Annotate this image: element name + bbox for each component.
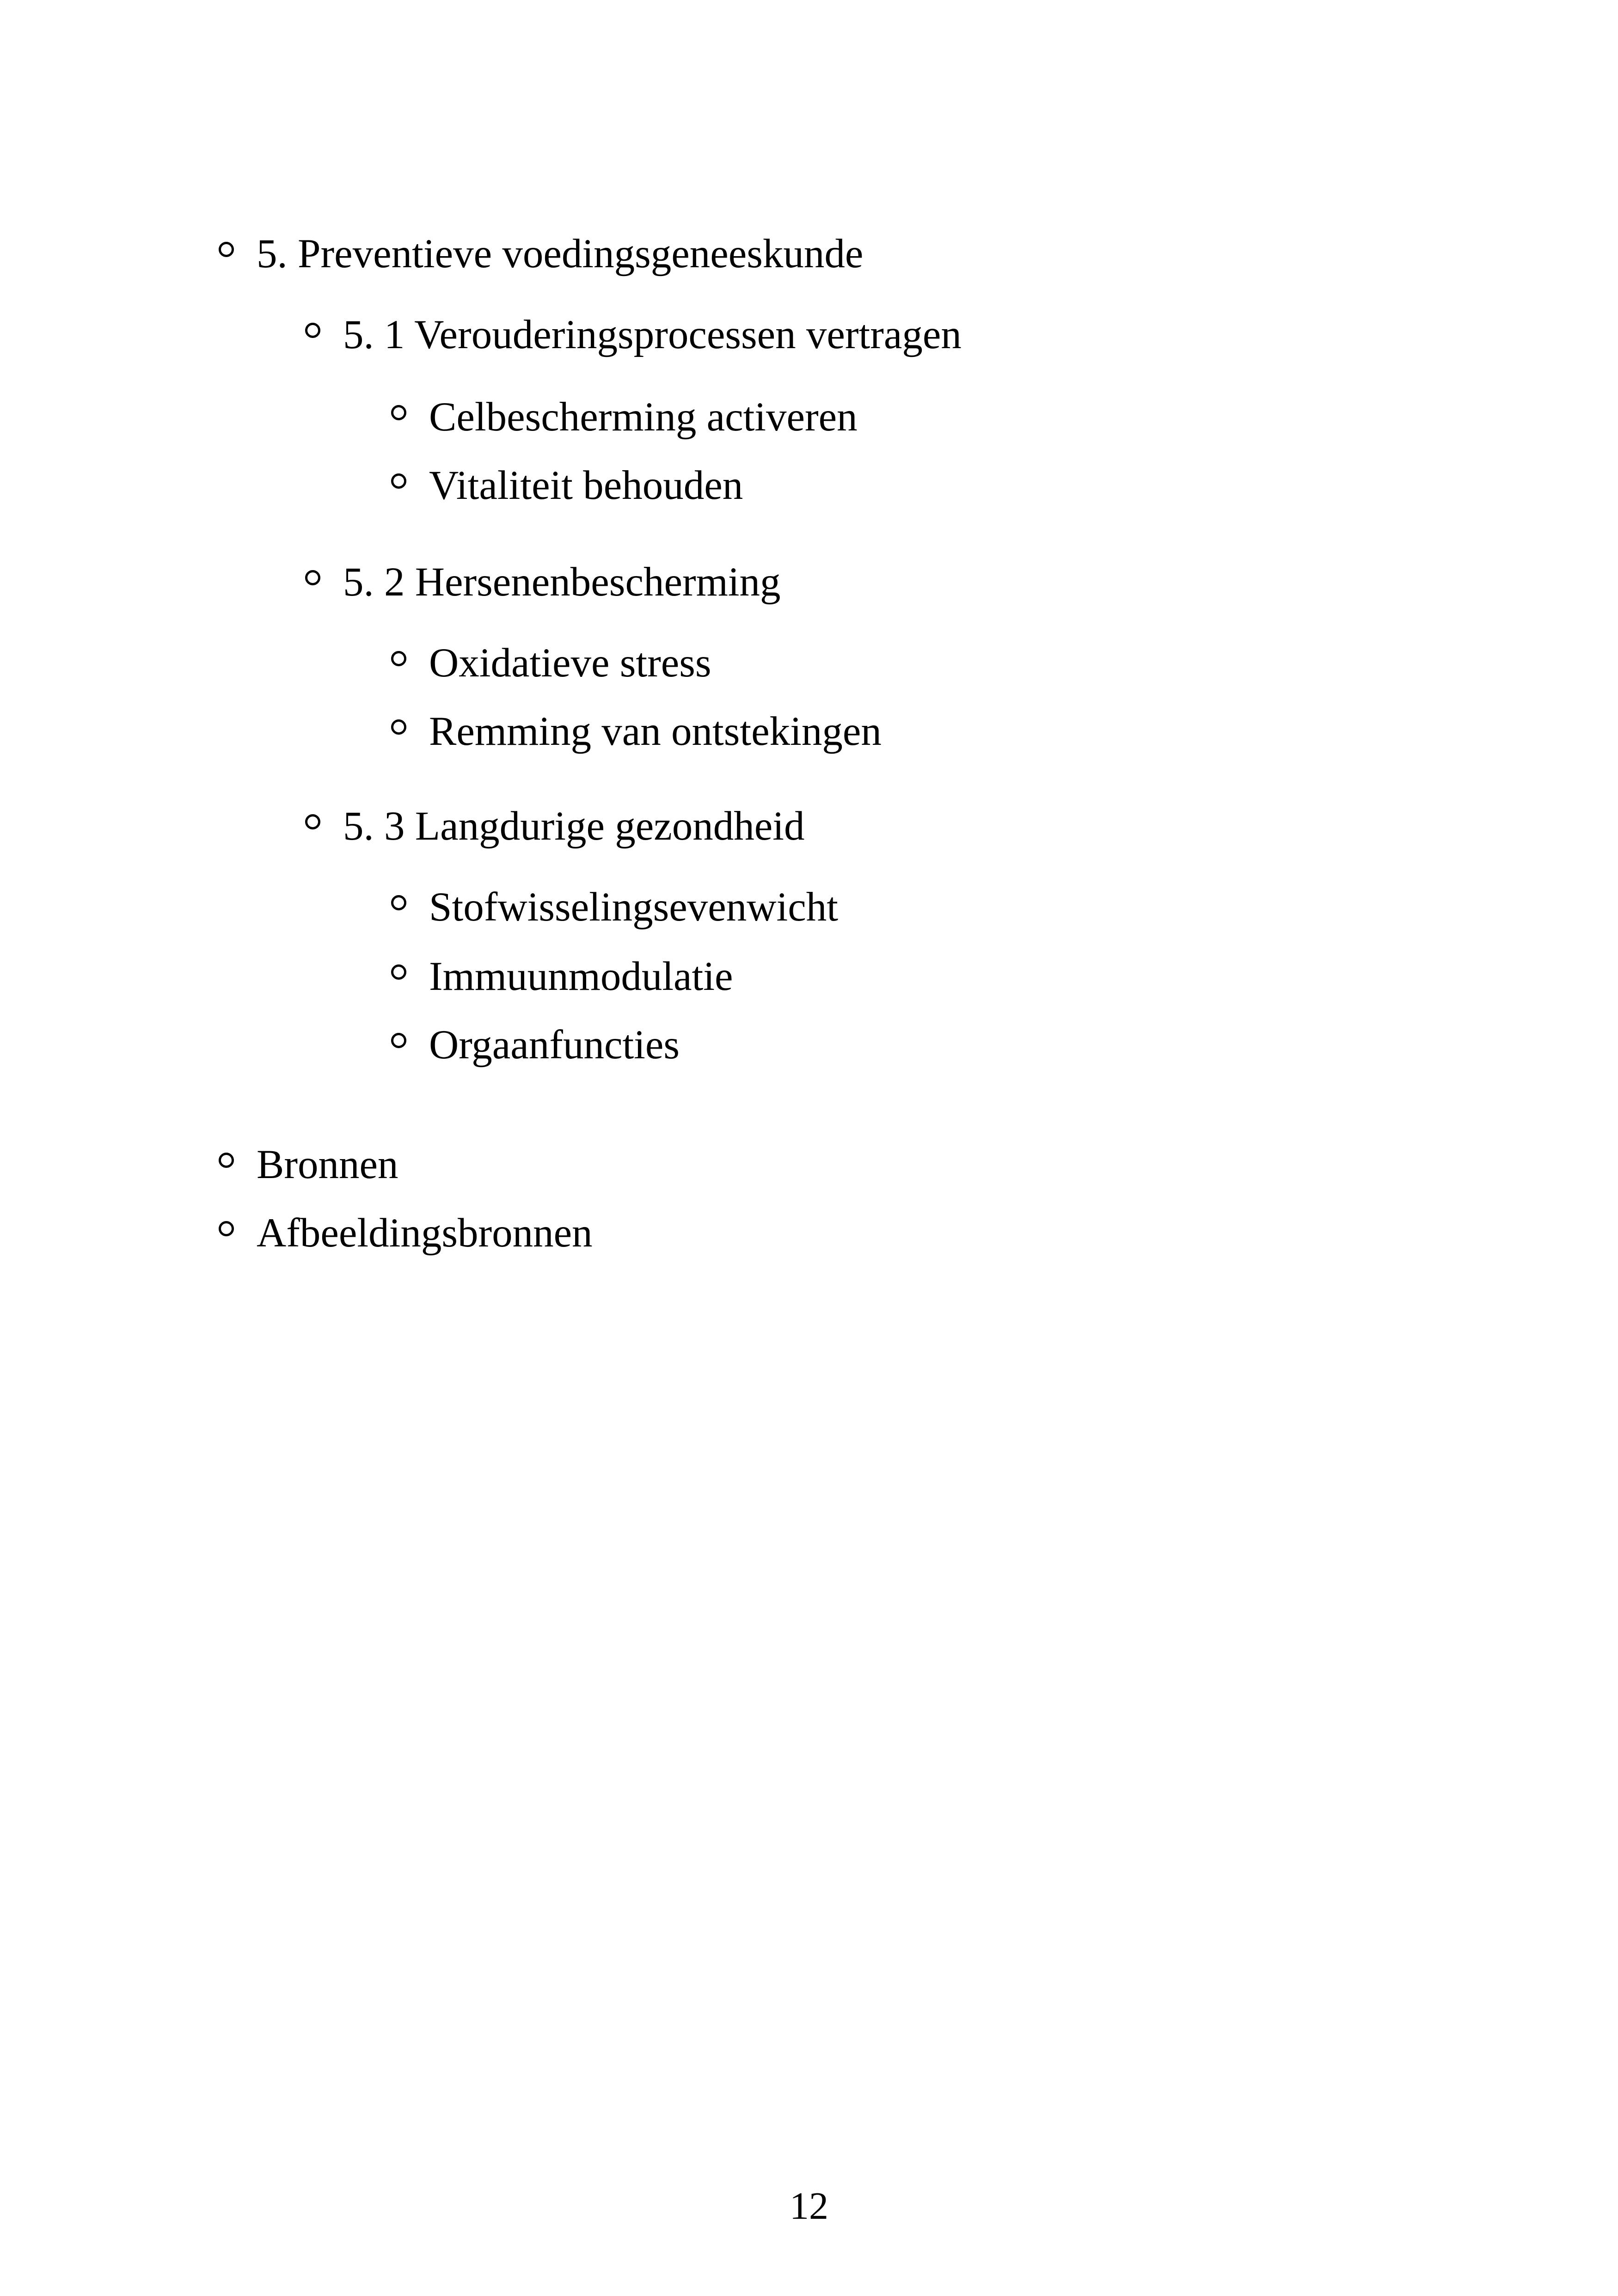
toc-subsection-5-3[interactable]: [343, 806, 804, 847]
toc-label: 5. Preventieve voedingsgeneeskunde: [257, 231, 864, 276]
toc-label: Immuunmodulatie: [429, 954, 733, 999]
page-number: 12: [790, 2185, 828, 2228]
toc-label: Afbeeldingsbronnen: [257, 1210, 593, 1256]
toc-item[interactable]: [429, 465, 743, 506]
circle-bullet-icon: [391, 405, 406, 420]
toc-label: 5. 1 Verouderingsprocessen vertragen: [343, 312, 962, 357]
toc-label: 5. 2 Hersenenbescherming: [343, 559, 781, 605]
toc-item[interactable]: [429, 884, 838, 930]
circle-bullet-icon: [305, 814, 320, 829]
circle-bullet-icon: [219, 242, 234, 257]
toc-label: 5. 3 Langdurige gezondheid: [343, 804, 805, 849]
toc-label: Stofwisselingsevenwicht: [429, 884, 838, 930]
toc-section-5[interactable]: [257, 233, 863, 275]
toc-label: Oxidatieve stress: [429, 640, 711, 686]
toc-label: Remming van ontstekingen: [429, 709, 882, 754]
circle-bullet-icon: [219, 1153, 234, 1168]
circle-bullet-icon: [391, 1033, 406, 1048]
toc-item[interactable]: [429, 640, 711, 686]
circle-bullet-icon: [391, 473, 406, 489]
circle-bullet-icon: [391, 964, 406, 980]
toc-label: Orgaanfuncties: [429, 1022, 680, 1068]
circle-bullet-icon: [305, 570, 320, 585]
toc-item[interactable]: [429, 956, 733, 997]
toc-label: Vitaliteit behouden: [429, 463, 743, 508]
toc-item[interactable]: [429, 711, 882, 752]
circle-bullet-icon: [391, 895, 406, 910]
circle-bullet-icon: [305, 323, 320, 338]
toc-subsection-5-2[interactable]: [343, 559, 781, 605]
circle-bullet-icon: [219, 1221, 234, 1236]
toc-item[interactable]: [429, 394, 858, 440]
toc-label: Celbescherming activeren: [429, 394, 858, 440]
toc-sources[interactable]: [257, 1144, 398, 1185]
toc-subsection-5-1[interactable]: [343, 314, 962, 356]
circle-bullet-icon: [391, 719, 406, 735]
toc-item[interactable]: [429, 1022, 680, 1068]
circle-bullet-icon: [391, 651, 406, 666]
toc-label: Bronnen: [257, 1142, 398, 1187]
toc-image-sources[interactable]: [257, 1210, 593, 1256]
